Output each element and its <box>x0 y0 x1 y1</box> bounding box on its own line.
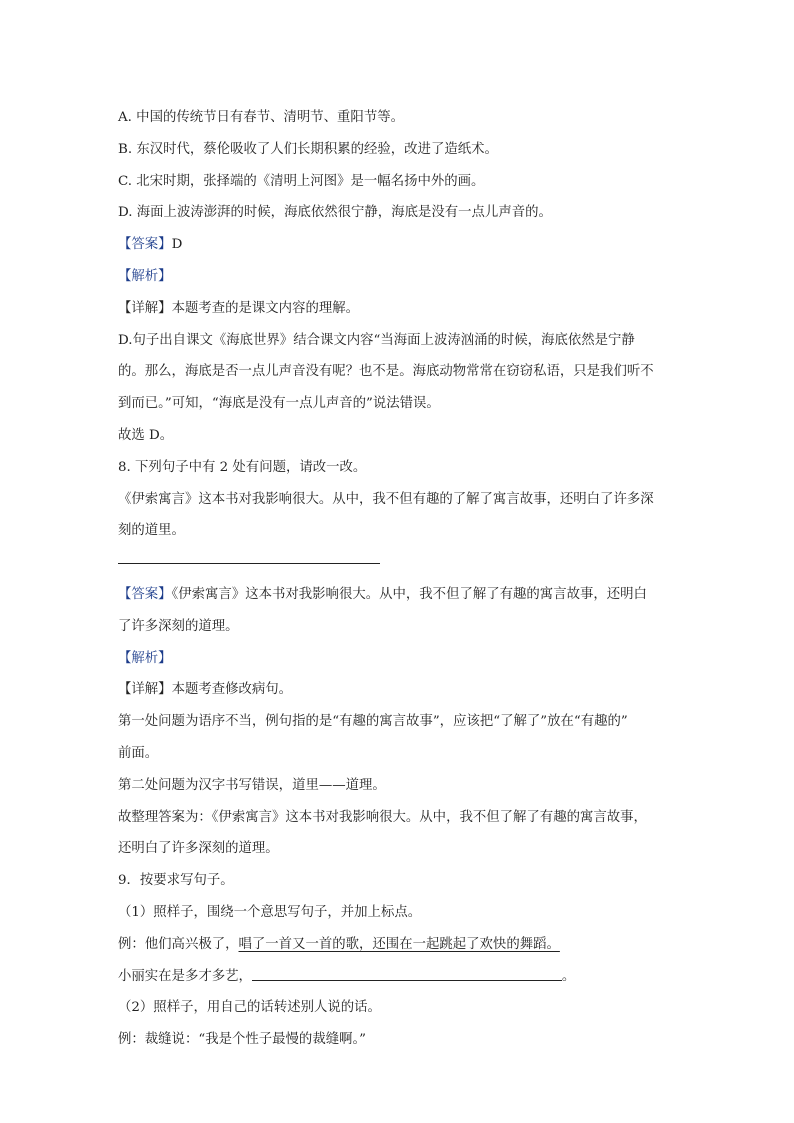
q8-summary-line-1: 故整理答案为：《伊索寓言》这本书对我影响很大。从中，我不但了解了有趣的寓言故事， <box>118 809 647 825</box>
q8-question: 8. 下列句子中有 2 处有问题，请改一改。 <box>118 459 367 475</box>
example1-prefix: 例：他们高兴极了， <box>118 936 239 952</box>
q7-analysis-label: 【解析】 <box>118 268 172 284</box>
q8-point1-line-1: 第一处问题为语序不当，例句指的是“有趣的寓言故事”，应该把“了解了”放在“有趣的” <box>118 714 628 730</box>
q7-answer <box>118 229 688 261</box>
q8-answer-text-1: 《伊索寓言》这本书对我影响很大。从中，我不但了解了有趣的寓言故事，还明白 <box>171 586 647 602</box>
q8-analysis-label: 【解析】 <box>118 650 172 666</box>
example1-underlined: 唱了一首又一首的歌，还围在一起跳起了欢快的舞蹈。 <box>238 936 560 952</box>
q7-explain-line-1: D.句子出自课文《海底世界》结合课文内容“当海面上波涛汹涌的时候，海底依然是宁静 <box>118 332 635 348</box>
q9-part2: （2）照样子，用自己的话转述别人说的话。 <box>118 1000 381 1016</box>
q8-detail-text: 本题考查修改病句。 <box>171 682 293 698</box>
q8-answer-blank[interactable] <box>118 547 688 579</box>
answer-label: 【答案】 <box>118 586 172 602</box>
q7-detail <box>118 293 688 325</box>
q9-example1 <box>118 929 688 961</box>
q9-fill <box>118 961 688 993</box>
document-page <box>118 102 688 1056</box>
option-c: C. 北宋时期，张择端的《清明上河图》是一幅名扬中外的画。 <box>118 173 485 189</box>
option-a: A. 中国的传统节日有春节、清明节、重阳节等。 <box>118 110 404 125</box>
option-b: B. 东汉时代，蔡伦吸收了人们长期积累的经验，改进了造纸术。 <box>118 141 498 157</box>
option-d: D. 海面上波涛澎湃的时候，海底依然很宁静，海底是没有一点儿声音的。 <box>118 205 552 221</box>
q7-explain-line-3: 到而已。”可知，“海底是没有一点儿声音的”说法错误。 <box>118 396 440 412</box>
q9-question: 9．按要求写句子。 <box>118 873 234 889</box>
q8-answer-line-1 <box>118 579 688 611</box>
q8-summary-line-2: 还明白了许多深刻的道理。 <box>118 841 279 857</box>
q8-point2: 第二处问题为汉字书写错误，道里——道理。 <box>118 777 386 793</box>
q9-part1: （1）照样子，围绕一个意思写句子，并加上标点。 <box>118 904 422 920</box>
q8-sentence-line-1: 《伊索寓言》这本书对我影响很大。从中，我不但有趣的了解了寓言故事，还明白了许多深 <box>118 491 654 507</box>
q7-conclusion: 故选 D。 <box>118 427 174 443</box>
q8-sentence-line-2: 刻的道里。 <box>118 523 185 539</box>
fill-suffix: 。 <box>561 968 576 984</box>
q7-detail-text: 本题考查的是课文内容的理解。 <box>171 300 360 316</box>
answer-blank-rule <box>118 563 380 564</box>
q8-answer-line-2: 了许多深刻的道理。 <box>118 618 239 634</box>
fill-blank[interactable] <box>252 966 562 981</box>
q9-example2: 例：裁缝说：“我是个性子最慢的裁缝啊。” <box>118 1032 367 1048</box>
detail-label: 【详解】 <box>118 682 172 698</box>
q8-point1-line-2: 前面。 <box>118 745 159 761</box>
answer-label: 【答案】 <box>118 237 172 253</box>
q8-detail <box>118 674 688 706</box>
fill-prefix: 小丽实在是多才多艺， <box>118 968 252 984</box>
q7-answer-text: D <box>171 237 183 253</box>
q7-explain-line-2: 的。那么，海底是否一点儿声音没有呢？也不是。海底动物常常在窃窃私语，只是我们听不 <box>118 364 654 380</box>
detail-label: 【详解】 <box>118 300 172 316</box>
